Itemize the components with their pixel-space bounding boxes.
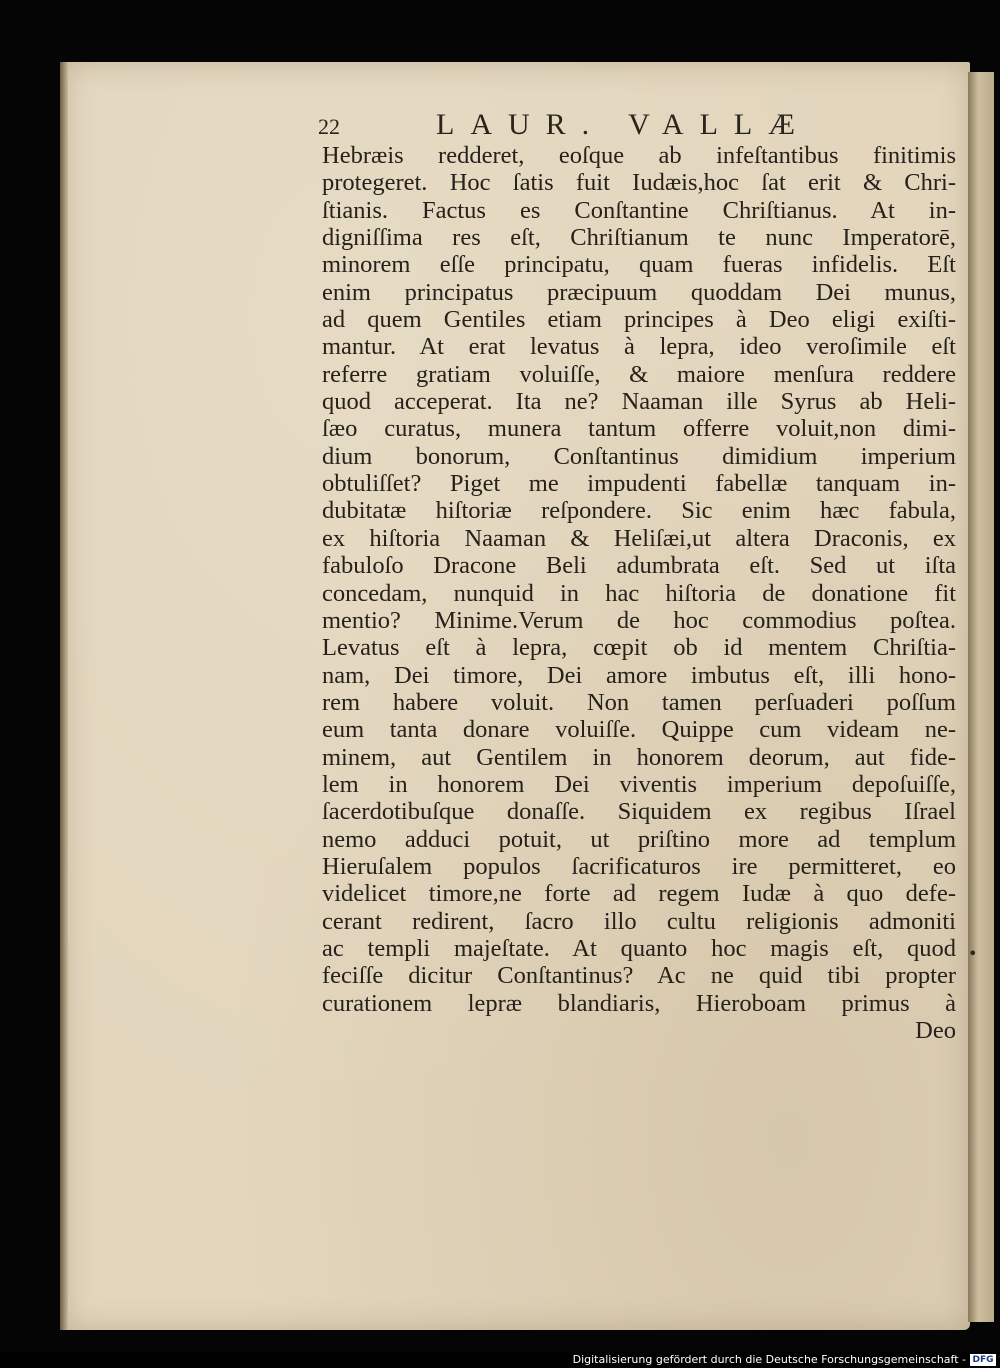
catchword: Deo [915, 1017, 956, 1044]
text-line: eum tanta donare voluiſſe. Quippe cum videam ne- [322, 716, 956, 744]
dfg-logo: DFG [970, 1354, 996, 1366]
page-number: 22 [318, 114, 340, 139]
text-line: curationem lepræ blandiaris, Hieroboam primus à [322, 989, 956, 1017]
margin-mark: • [968, 944, 978, 963]
text-line: cerant redirent, ſacro illo cultu religionis admoniti [322, 907, 956, 935]
text-line: Hieruſalem populos ſacrificaturos ire permitteret, eo [322, 852, 956, 880]
text-line: concedam, nunquid in hac hiſtoria de donatione fit [322, 579, 956, 607]
running-head [318, 108, 878, 142]
text-line: mentio? Minime.Verum de hoc commodius poſtea. [322, 606, 956, 634]
text-line: lem in honorem Dei viventis imperium depoſuiſſe, [322, 770, 956, 798]
text-line: videlicet timore,ne forte ad regem Iudæ à quo defe- [322, 880, 956, 908]
text-line: nam, Dei timore, Dei amore imbutus eſt, illi hono- [322, 661, 956, 689]
text-line: mantur. At erat levatus à lepra, ideo veroſimile eſt [322, 333, 956, 361]
page-left-edge [60, 62, 68, 1330]
adjacent-page-edge [968, 72, 994, 1322]
text-line: minem, aut Gentilem in honorem deorum, aut fide- [322, 743, 956, 771]
text-line: ac templi majeſtate. At quanto hoc magis eſt, quod [322, 934, 956, 962]
digitization-footer [0, 1352, 1000, 1368]
text-line: ſæo curatus, munera tantum offerre voluit,non dimi- [322, 415, 956, 443]
text-line: digniſſima res eſt, Chriſtianum te nunc Imperatorē, [322, 224, 956, 252]
footer-credit: Digitalisierung gefördert durch die Deutsche Forschungsgemeinschaft - [572, 1353, 966, 1366]
text-line: obtuliſſet? Piget me impudenti fabellæ tanquam in- [322, 470, 956, 498]
text-line: dium bonorum, Conſtantinus dimidium imperium [322, 442, 956, 470]
text-line: feciſſe dicitur Conſtantinus? Ac ne quid tibi propter [322, 962, 956, 990]
text-line: enim principatus præcipuum quoddam Dei munus, [322, 278, 956, 306]
text-line: dubitatæ hiſtoriæ reſpondere. Sic enim hæc fabula, [322, 497, 956, 525]
text-line: protegeret. Hoc ſatis fuit Iudæis,hoc ſat erit & Chri- [322, 169, 956, 197]
text-line: nemo adduci potuit, ut priſtino more ad templum [322, 825, 956, 853]
body-text [322, 142, 956, 1044]
text-line: fabuloſo Dracone Beli adumbrata eſt. Sed ut iſta [322, 552, 956, 580]
text-line: ex hiſtoria Naaman & Heliſæi,ut altera Draconis, ex [322, 524, 956, 552]
text-line: Levatus eſt à lepra, cœpit ob id mentem Chriſtia- [322, 634, 956, 662]
text-line: ſtianis. Factus es Conſtantine Chriſtianus. At in- [322, 196, 956, 224]
text-line: rem habere voluit. Non tamen perſuaderi poſſum [322, 688, 956, 716]
text-line: Hebræis redderet, eoſque ab infeſtantibus finitimis [322, 142, 956, 169]
text-line: quod acceperat. Ita ne? Naaman ille Syrus ab Heli- [322, 388, 956, 416]
text-line: ad quem Gentiles etiam principes à Deo eligi exiſti- [322, 306, 956, 334]
running-head-title: LAUR. VALLÆ [436, 108, 811, 141]
text-line: ſacerdotibuſque donaſſe. Siquidem ex regibus Iſrael [322, 798, 956, 826]
text-line: referre gratiam voluiſſe, & maiore menſura reddere [322, 360, 956, 388]
text-line: minorem eſſe principatu, quam fueras infidelis. Eſt [322, 251, 956, 279]
